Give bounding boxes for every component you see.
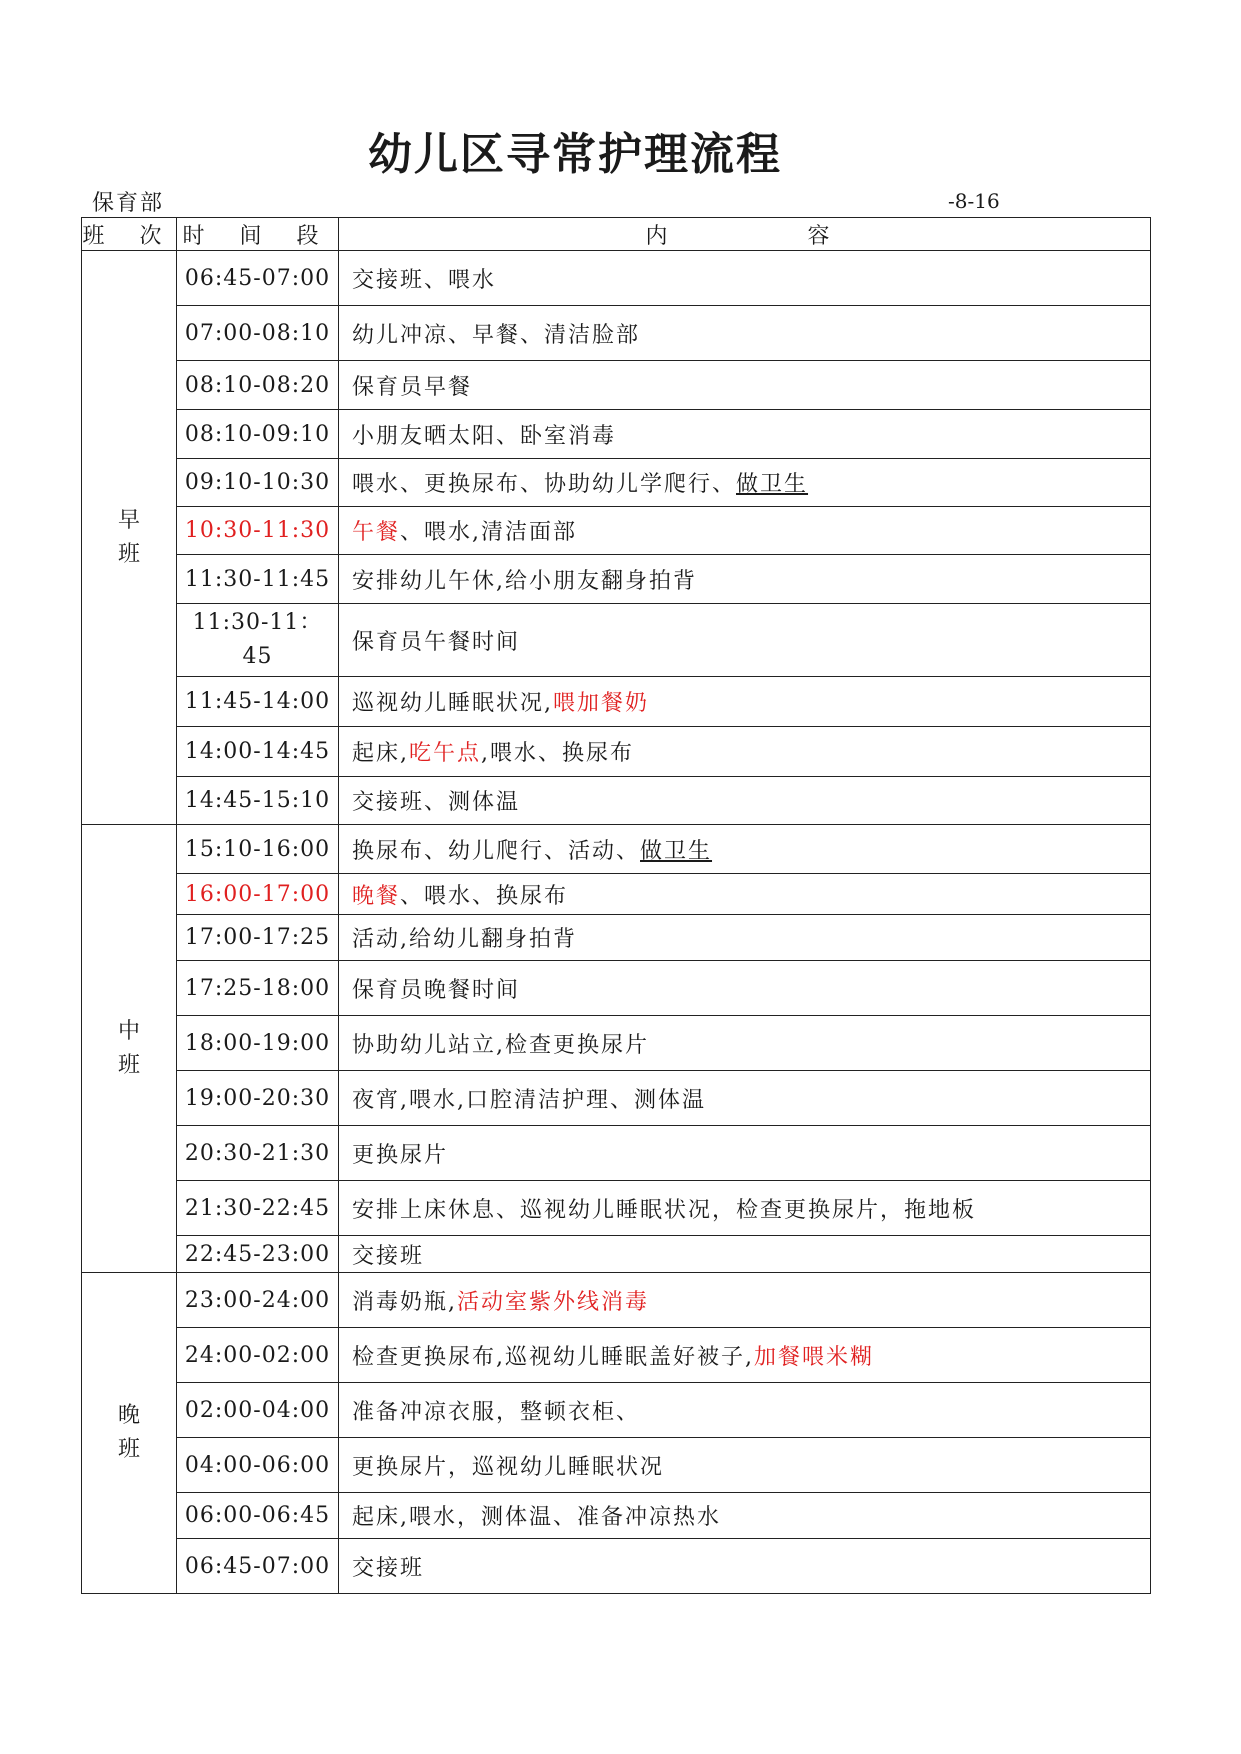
content-cell (339, 1126, 1151, 1181)
time-period-cell: 08:10-09:10 (177, 410, 339, 459)
highlighted-task-text: 活动室紫外线消毒 (457, 1289, 650, 1315)
content-cell (339, 361, 1151, 410)
time-period-cell: 14:45-15:10 (177, 777, 339, 825)
table-row (82, 1328, 1151, 1383)
content-cell (339, 459, 1151, 507)
table-row (82, 1016, 1151, 1071)
content-cell (339, 777, 1151, 825)
table-row (82, 1273, 1151, 1328)
table-row (82, 507, 1151, 555)
highlighted-task-text: 晚餐 (352, 883, 401, 909)
table-row (82, 1493, 1151, 1539)
table-row (82, 915, 1151, 961)
highlighted-task-text: 吃午点 (409, 741, 482, 766)
table-row (82, 361, 1151, 410)
page-title: 幼儿区寻常护理流程 (368, 129, 782, 180)
task-text: 起床,喂水，测体温、准备冲凉热水 (352, 1505, 721, 1530)
task-text: 协助幼儿站立,检查更换尿片 (352, 1032, 649, 1058)
table-row (82, 1236, 1151, 1273)
underlined-task-text: 做卫生 (640, 838, 713, 864)
task-text: 巡视幼儿睡眠状况, (352, 691, 553, 716)
table-row (82, 677, 1151, 727)
content-cell (339, 1236, 1151, 1273)
time-period-cell: 11:30-11：45 (177, 604, 339, 677)
task-text: 消毒奶瓶, (352, 1289, 457, 1315)
content-cell (339, 306, 1151, 361)
content-cell (339, 1383, 1151, 1438)
task-text: 幼儿冲凉、早餐、清洁脸部 (352, 322, 641, 348)
table-row (82, 727, 1151, 777)
time-period-cell: 14:00-14:45 (177, 727, 339, 777)
table-row (82, 1438, 1151, 1493)
time-period-cell: 04:00-06:00 (177, 1438, 339, 1493)
task-text: 保育员早餐 (352, 374, 473, 400)
task-text: 、喂水,清洁面部 (400, 520, 578, 545)
time-period-cell: 21:30-22:45 (177, 1181, 339, 1236)
content-cell (339, 677, 1151, 727)
task-text: 保育员午餐时间 (352, 629, 521, 655)
task-text: 、喂水、换尿布 (400, 883, 569, 909)
task-text: 保育员晚餐时间 (352, 977, 521, 1003)
content-cell (339, 727, 1151, 777)
content-cell (339, 1328, 1151, 1383)
time-period-cell: 07:00-08:10 (177, 306, 339, 361)
underlined-task-text: 做卫生 (736, 472, 809, 497)
time-period-cell: 17:25-18:00 (177, 961, 339, 1016)
content-cell (339, 1438, 1151, 1493)
shift-label (82, 251, 177, 825)
time-period-cell: 23:00-24:00 (177, 1273, 339, 1328)
content-cell (339, 825, 1151, 874)
task-text: 更换尿片 (352, 1142, 449, 1168)
table-row (82, 410, 1151, 459)
task-text: 更换尿片，巡视幼儿睡眠状况 (352, 1454, 665, 1480)
content-cell (339, 1539, 1151, 1594)
content-cell (339, 961, 1151, 1016)
task-text: 喂水、更换尿布、协助幼儿学爬行、 (352, 472, 737, 497)
task-text: 交接班、测体温 (352, 790, 521, 815)
time-period-cell: 10:30-11:30 (177, 507, 339, 555)
content-cell (339, 1071, 1151, 1126)
header-time-period: 时 间 段 (177, 218, 339, 251)
highlighted-task-text: 加餐喂米糊 (754, 1344, 875, 1370)
content-cell (339, 915, 1151, 961)
content-cell (339, 1273, 1151, 1328)
task-text: 安排幼儿午休,给小朋友翻身拍背 (352, 568, 697, 594)
header-content: 内 容 (339, 218, 1151, 251)
table-header-row (82, 218, 1151, 251)
task-text: 换尿布、幼儿爬行、活动、 (352, 838, 641, 864)
table-row (82, 874, 1151, 915)
content-cell (339, 555, 1151, 604)
highlighted-task-text: 喂加餐奶 (553, 691, 650, 716)
highlighted-task-text: 午餐 (352, 520, 401, 545)
task-text: 交接班 (352, 1243, 425, 1269)
table-row (82, 1539, 1151, 1594)
time-period-cell: 20:30-21:30 (177, 1126, 339, 1181)
table-row (82, 777, 1151, 825)
table-row (82, 1126, 1151, 1181)
content-cell (339, 507, 1151, 555)
time-period-cell: 15:10-16:00 (177, 825, 339, 874)
time-period-cell: 18:00-19:00 (177, 1016, 339, 1071)
time-period-cell: 11:30-11:45 (177, 555, 339, 604)
content-cell (339, 251, 1151, 306)
time-period-cell: 06:45-07:00 (177, 1539, 339, 1594)
content-cell (339, 1016, 1151, 1071)
shift-label (82, 1273, 177, 1594)
table-row (82, 825, 1151, 874)
table-row (82, 1181, 1151, 1236)
shift-label-text: 中班 (117, 1018, 140, 1078)
task-text: 交接班、喂水 (352, 267, 497, 293)
care-schedule-table (81, 217, 1151, 1594)
table-row (82, 251, 1151, 306)
table-row (82, 961, 1151, 1016)
task-text: 准备冲凉衣服，整顿衣柜、 (352, 1399, 641, 1425)
table-row (82, 459, 1151, 507)
shift-label-text: 晚班 (117, 1403, 140, 1462)
time-period-cell: 17:00-17:25 (177, 915, 339, 961)
content-cell (339, 410, 1151, 459)
content-cell (339, 604, 1151, 677)
department-label: 保育部 (92, 191, 165, 216)
table-row (82, 306, 1151, 361)
time-period-cell: 11:45-14:00 (177, 677, 339, 727)
time-period-cell: 19:00-20:30 (177, 1071, 339, 1126)
table-row (82, 1071, 1151, 1126)
shift-label-text: 早班 (117, 507, 140, 567)
content-cell (339, 1181, 1151, 1236)
table-row (82, 604, 1151, 677)
content-cell (339, 1493, 1151, 1539)
task-text: 检查更换尿布,巡视幼儿睡眠盖好被子, (352, 1344, 754, 1370)
time-period-cell: 16:00-17:00 (177, 874, 339, 915)
content-cell (339, 874, 1151, 915)
task-text: 起床, (352, 741, 409, 766)
time-period-cell: 24:00-02:00 (177, 1328, 339, 1383)
time-period-cell: 09:10-10:30 (177, 459, 339, 507)
task-text: 夜宵,喂水,口腔清洁护理、测体温 (352, 1087, 706, 1113)
task-text: 交接班 (352, 1555, 425, 1581)
table-row (82, 555, 1151, 604)
shift-label (82, 825, 177, 1273)
task-text: 小朋友晒太阳、卧室消毒 (352, 423, 617, 449)
header-shift: 班 次 (82, 218, 177, 251)
time-period-cell: 08:10-08:20 (177, 361, 339, 410)
document-date: -8-16 (948, 189, 1000, 213)
time-period-cell: 02:00-04:00 (177, 1383, 339, 1438)
task-text: 安排上床休息、巡视幼儿睡眠状况，检查更换尿片，拖地板 (352, 1197, 977, 1223)
time-period-cell: 06:45-07:00 (177, 251, 339, 306)
time-period-cell: 22:45-23:00 (177, 1236, 339, 1273)
task-text: 活动,给幼儿翻身拍背 (352, 927, 577, 952)
table-row (82, 1383, 1151, 1438)
time-period-cell: 06:00-06:45 (177, 1493, 339, 1539)
task-text: ,喂水、换尿布 (481, 741, 635, 766)
